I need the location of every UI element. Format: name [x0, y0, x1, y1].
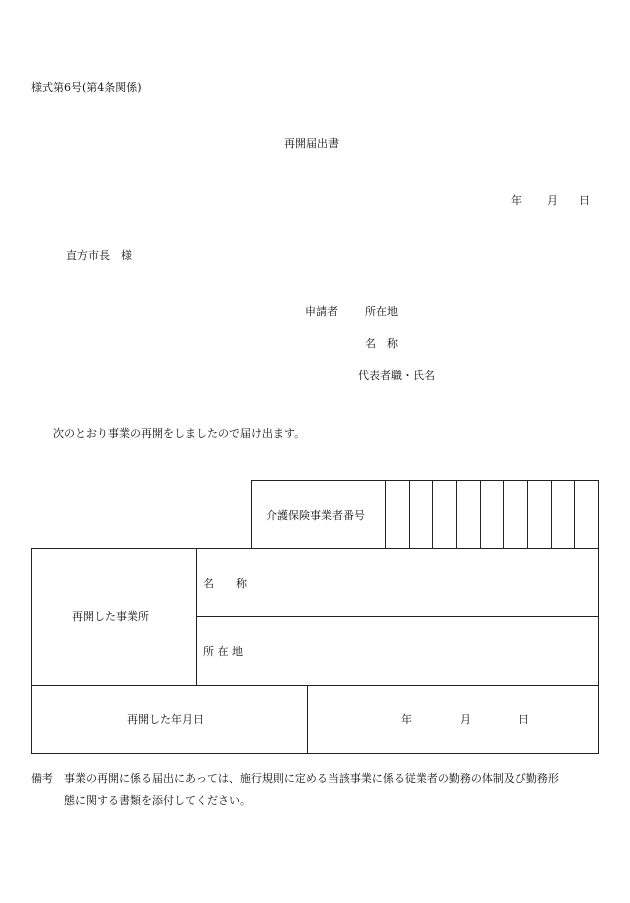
date-day-label: 日 — [579, 194, 590, 207]
notes-label: 備考 — [31, 772, 53, 785]
applicant-label: 申請者 — [305, 305, 338, 318]
intro-text: 次のとおり事業の再開をしましたので届け出ます。 — [53, 427, 306, 440]
reopen-month-label: 月 — [460, 713, 471, 726]
office-address-label: 所 在 地 — [203, 645, 243, 658]
reopen-year-label: 年 — [401, 713, 412, 726]
insurance-number-label: 介護保険事業者番号 — [266, 509, 365, 522]
applicant-name-label: 名 称 — [365, 337, 398, 350]
date-month-label: 月 — [547, 194, 558, 207]
reopen-day-label: 日 — [518, 713, 529, 726]
applicant-representative-label: 代表者職・氏名 — [358, 369, 435, 382]
notes-line-1: 事業の再開に係る届出にあっては、施行規則に定める当該事業に係る従業者の勤務の体制及び勤務形 — [64, 772, 559, 785]
office-label: 再開した事業所 — [72, 610, 149, 623]
reopen-date-label: 再開した年月日 — [127, 713, 204, 726]
date-year-label: 年 — [511, 194, 522, 207]
addressee: 直方市長 様 — [66, 249, 132, 262]
form-number: 様式第6号(第4条関係) — [31, 81, 142, 94]
notes-line-2: 態に関する書類を添付してください。 — [64, 794, 251, 807]
document-title: 再開届出書 — [284, 137, 339, 150]
office-name-label: 名 称 — [203, 577, 247, 590]
applicant-address-label: 所在地 — [365, 305, 398, 318]
